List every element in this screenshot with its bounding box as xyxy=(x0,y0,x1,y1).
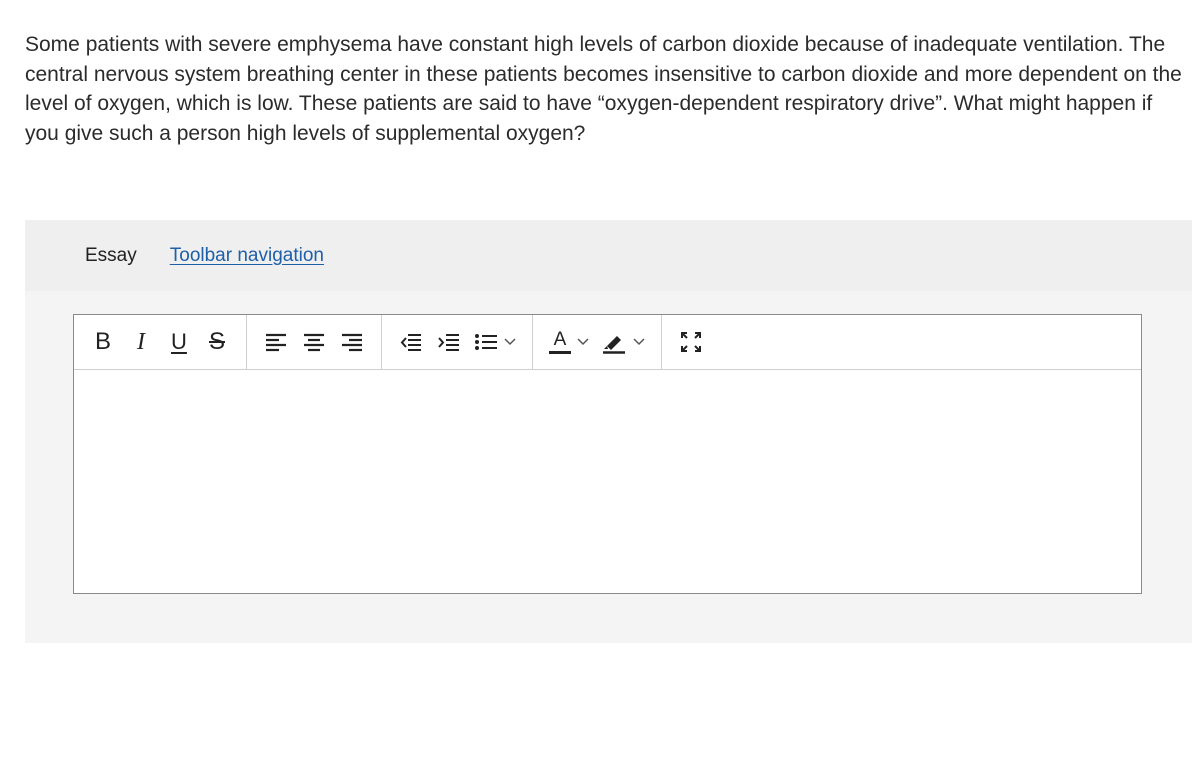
highlight-icon xyxy=(601,330,627,354)
font-color-swatch xyxy=(549,351,571,354)
bullet-list-button[interactable] xyxy=(474,324,516,360)
italic-icon: I xyxy=(137,328,145,355)
indent-icon xyxy=(438,332,460,352)
color-group xyxy=(532,315,661,369)
highlight-color-button[interactable] xyxy=(601,324,645,360)
font-color-icon xyxy=(549,330,571,354)
align-center-button[interactable] xyxy=(301,324,327,360)
strikethrough-icon: S xyxy=(208,328,225,355)
alignment-group xyxy=(246,315,381,369)
font-color-letter: A xyxy=(553,329,567,350)
view-group xyxy=(661,315,720,369)
chevron-down-icon[interactable] xyxy=(633,338,645,346)
editor-toolbar xyxy=(74,315,1141,370)
essay-answer-panel xyxy=(25,220,1192,643)
align-center-icon xyxy=(303,332,325,352)
align-right-icon xyxy=(341,332,363,352)
align-right-button[interactable] xyxy=(339,324,365,360)
chevron-down-icon[interactable] xyxy=(577,338,589,346)
bullet-list-icon xyxy=(474,332,498,352)
align-left-icon xyxy=(265,332,287,352)
outdent-icon xyxy=(400,332,422,352)
italic-button[interactable] xyxy=(128,324,154,360)
bold-button[interactable] xyxy=(90,324,116,360)
answer-panel-header xyxy=(25,220,1192,291)
chevron-down-icon[interactable] xyxy=(504,338,516,346)
rich-text-editor xyxy=(73,314,1142,594)
fullscreen-icon xyxy=(680,331,702,353)
toolbar-navigation-link[interactable]: Toolbar navigation xyxy=(169,244,324,266)
list-indent-group xyxy=(381,315,532,369)
underline-button[interactable] xyxy=(166,324,192,360)
question-text: Some patients with severe emphysema have constant high levels of carbon dioxide because of inadequate ventilation. The central nervous system breathing center in these patients becomes insensitive to carbon dioxide and more dependent on the level of oxygen, which is low. These patients are said to have “oxygen-dependent respiratory drive”. What might happen if you give such a person high levels of supplemental oxygen? xyxy=(25,33,1182,145)
fullscreen-button[interactable] xyxy=(678,324,704,360)
underline-icon: U xyxy=(171,329,187,354)
indent-button[interactable] xyxy=(436,324,462,360)
essay-text-area[interactable] xyxy=(74,370,1141,594)
answer-type-label: Essay xyxy=(85,244,137,266)
text-style-group xyxy=(74,315,246,369)
font-color-button[interactable] xyxy=(549,324,589,360)
strikethrough-button[interactable] xyxy=(204,324,230,360)
align-left-button[interactable] xyxy=(263,324,289,360)
outdent-button[interactable] xyxy=(398,324,424,360)
bold-icon: B xyxy=(94,328,111,355)
